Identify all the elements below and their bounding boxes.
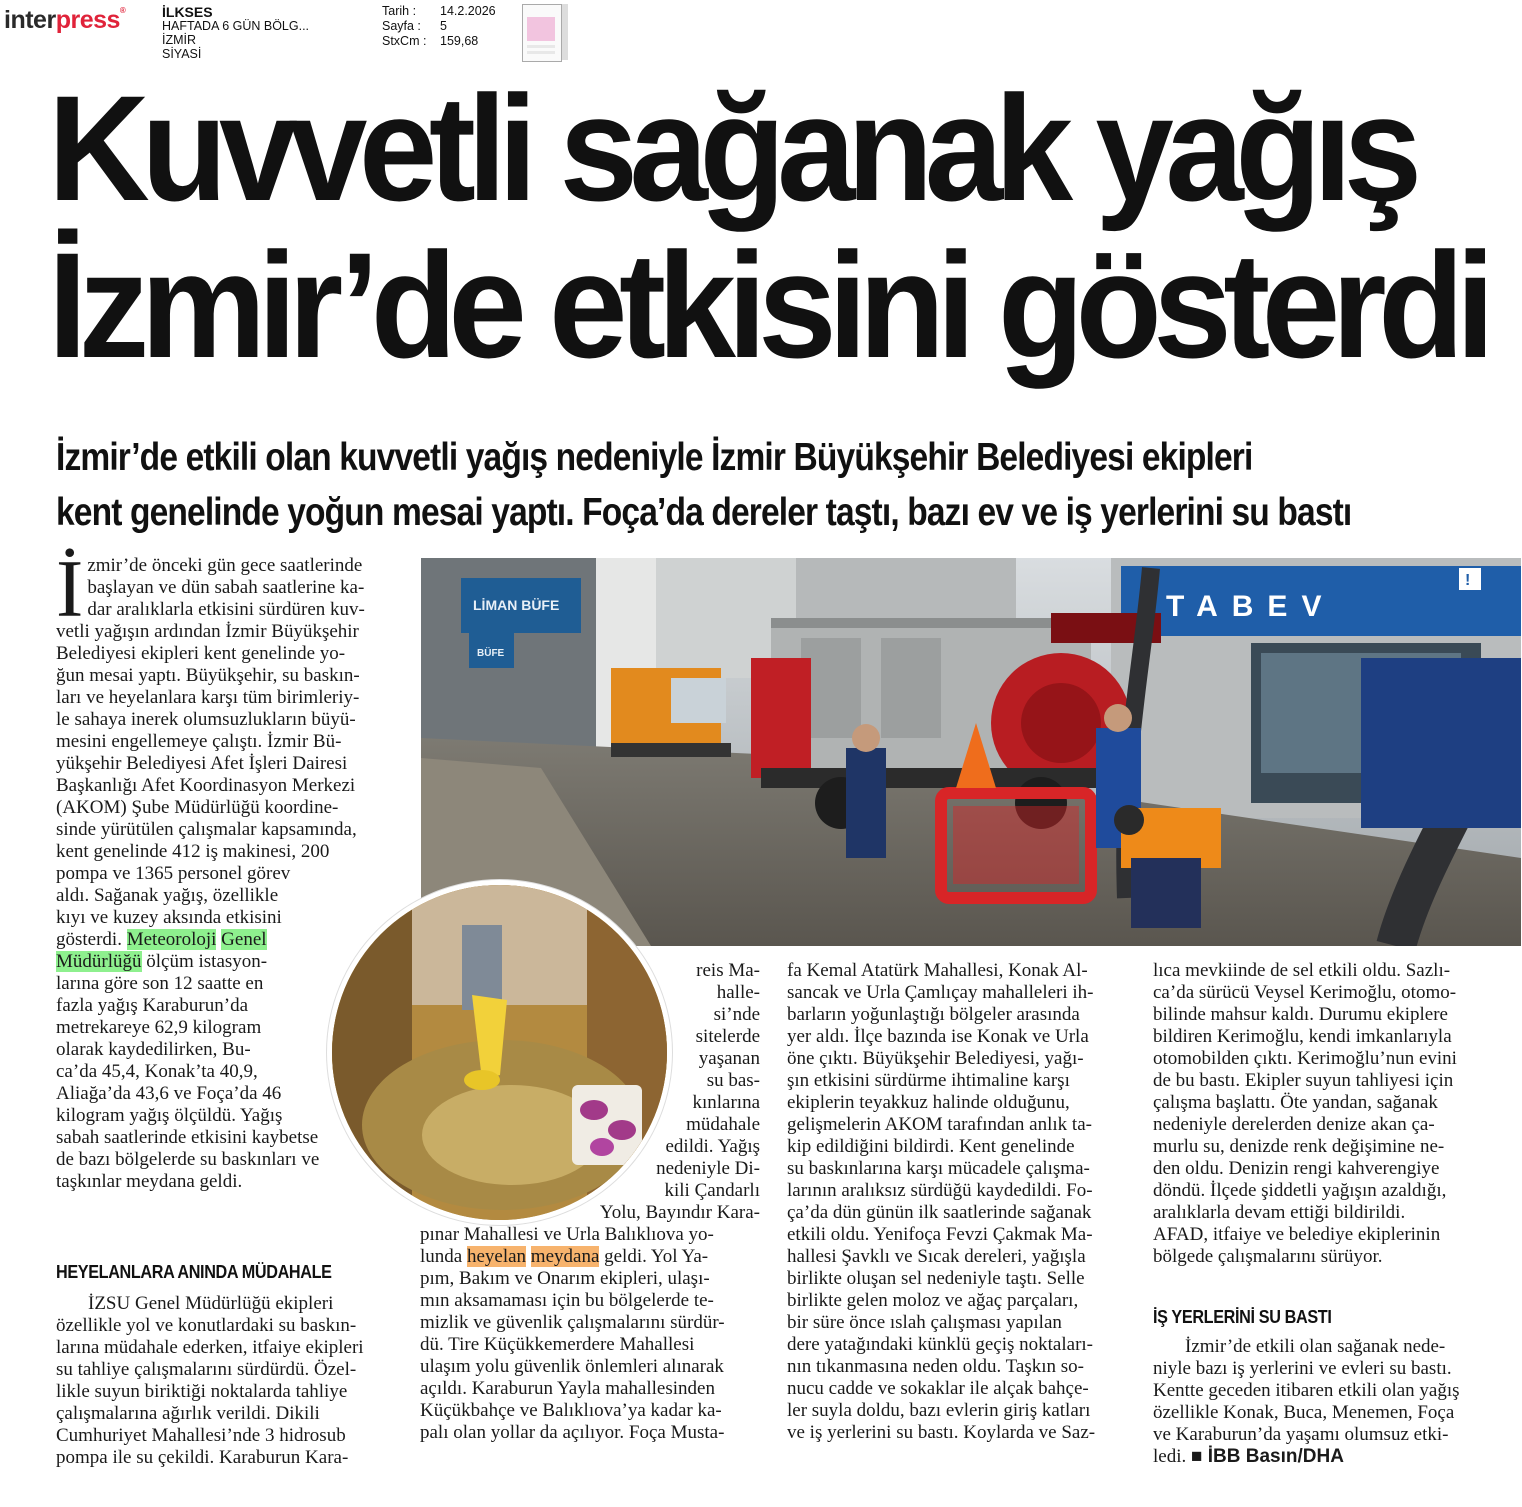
text-line: mesini engellemeye çalıştı. İzmir Bü- (56, 731, 342, 752)
page-label: Sayfa : (382, 19, 421, 33)
text-line: çalışmalarına ağırlık verildi. Dikili (56, 1403, 320, 1424)
column-4 (1153, 960, 1498, 1268)
text-line: (AKOM) Şube Müdürlüğü koordine- (56, 797, 339, 818)
sign-right-text: TABEV (1166, 590, 1336, 623)
text-line: kınlarına (692, 1092, 760, 1113)
deck-line-1: İzmir’de etkili olan kuvvetli yağış nedeniyle İzmir Büyükşehir Belediyesi ekipleri (56, 436, 1253, 479)
text-line: açıldı. Karaburun Yayla mahallesinden (420, 1378, 715, 1399)
text-line: yaşanan (698, 1048, 760, 1069)
stxcm-label: StxCm : (382, 34, 427, 48)
text-line: özellikle yol ve konutlardaki su baskın- (56, 1315, 357, 1336)
text-line: fa Kemal Atatürk Mahallesi, Konak Al- (787, 960, 1088, 981)
column-4-last-line: ledi. ■ İBB Basın/DHA (1153, 1446, 1344, 1467)
headline (48, 64, 1487, 389)
text-line: fazla yağış Karaburun’da (56, 995, 249, 1016)
text-line: le sahaya inerek olumsuzlukların büyü- (56, 709, 356, 730)
text-line: müdahale (686, 1114, 760, 1135)
column-2-body-2 (420, 1268, 760, 1444)
text-line: etkili oldu. Yenifoça Fevzi Çakmak Ma- (787, 1224, 1093, 1245)
highlight-meydana: meydana (530, 1246, 600, 1267)
text-line: hallesi Şavklı ve Sıcak dereleri, yağışla (787, 1246, 1086, 1267)
text-line: ve Karaburun’da yaşamı olumsuz etki- (1153, 1424, 1449, 1445)
text-line: zmir’de önceki gün gece saatlerinde (87, 555, 363, 576)
text-line: nedeniyle derelerden denize akan ça- (1153, 1114, 1435, 1135)
text-line: Belediyesi ekipleri kent genelinde yo- (56, 643, 346, 664)
text-line: nucu cadde ve sokaklar ile alçak bahçe- (787, 1378, 1089, 1399)
text-line: bölgede çalışmalarını sürüyor. (1153, 1246, 1383, 1267)
publication-frequency: HAFTADA 6 GÜN BÖLG... (162, 19, 310, 33)
column-2 (420, 960, 760, 1444)
page-thumbnail[interactable] (522, 4, 562, 62)
publication-info (162, 5, 309, 61)
highlight-genel: Genel (221, 929, 267, 950)
text-line: de bazı bölgelerde su baskınları ve (56, 1149, 320, 1170)
street-crew-illustration (421, 558, 1521, 946)
text-line: nın tıkanmasına neden oldu. Taşkın so- (787, 1356, 1084, 1377)
text-line: yükşehir Belediyesi Afet İşleri Dairesi (56, 753, 348, 774)
text-line: kıyı ve kuzey aksında etkisini (56, 907, 282, 928)
text-line: pınar Mahallesi ve Urla Balıklıova yo- (420, 1224, 714, 1245)
column-4-section-2-text (1153, 1336, 1498, 1446)
highlight-heyelan: heyelan (466, 1246, 527, 1267)
deck (56, 430, 1352, 540)
column-1-section-2 (56, 1293, 401, 1469)
highlight-meteoroloji: Meteoroloji (126, 929, 217, 950)
text-line: aralıklarla devam ettiği bildirildi. (1153, 1202, 1406, 1223)
text-line: su baskınlarına karşı mücadele çalışma- (787, 1158, 1090, 1179)
text-line: ca’da 45,4, Konak’ta 40,9, (56, 1061, 258, 1082)
column-1 (56, 543, 391, 1193)
text-line: nedeniyle Di- (656, 1158, 760, 1179)
text-line: ca’da sürücü Veysel Kerimoğlu, otomo- (1153, 982, 1457, 1003)
text-line: İZSU Genel Müdürlüğü ekipleri (88, 1293, 334, 1314)
text-line: sancak ve Urla Çamlıçay mahalleleri ih- (787, 982, 1094, 1003)
text-line: otomobilden çıktı. Kerimoğlu’nun evini (1153, 1048, 1457, 1069)
main-photo (421, 558, 1521, 946)
text-line: aldı. Sağanak yağış, özellikle (56, 885, 279, 906)
highlight-mudurlugu: Müdürlüğü (56, 951, 142, 972)
page-value: 5 (440, 19, 447, 33)
text-line: Kentte geceden itibaren etkili olan yağış (1153, 1380, 1460, 1401)
text-line: vetli yağışın ardından İzmir Büyükşehir (56, 621, 359, 642)
text-line: kilogram yağış ölçüldü. Yağış (56, 1105, 283, 1126)
text-line: niyle bazı iş yerlerini ve evleri su bastı. (1153, 1358, 1452, 1379)
text-line: olarak kaydedilirken, Bu- (56, 1039, 251, 1060)
publication-name: İLKSES (162, 4, 213, 20)
dropcap: İ (56, 543, 84, 634)
text-line: kili Çandarlı (664, 1180, 760, 1201)
text-line: başlayan ve dün sabah saatlerine ka- (87, 577, 365, 598)
text-line: birlikte oluşan sel nedeniyle taştı. Selle (787, 1268, 1085, 1289)
text-line: murlu su, denizde renk değişimine ne- (1153, 1136, 1445, 1157)
text-line: edildi. Yağış (665, 1136, 760, 1157)
text-line: mizlik ve güvenlik çalışmalarını sürdür- (420, 1312, 725, 1333)
text-line: taşkınlar meydana geldi. (56, 1171, 243, 1192)
text-line: ulaşım yolu güvenlik önlemleri alınarak (420, 1356, 724, 1377)
text-line: Aliağa’da 43,6 ve Foça’da 46 (56, 1083, 282, 1104)
text-line: dü. Tire Küçükkemerdere Mahallesi (420, 1334, 695, 1355)
column-1-body-2 (56, 973, 391, 1193)
text-line: ekiplerin teyakkuz halinde olduğunu, (787, 1092, 1070, 1113)
text-line: palı olan yollar da açılıyor. Foça Musta- (420, 1422, 725, 1443)
text-line: kip edildiğini bildirdi. Kent genelinde (787, 1136, 1075, 1157)
subhead-heyelan: HEYELANLARA ANINDA MÜDAHALE (56, 1262, 332, 1282)
sign-left-text: LİMAN BÜFE (473, 597, 560, 613)
text-line: İzmir’de etkili olan sağanak nede- (1185, 1336, 1446, 1357)
text-line: çalışma başlattı. Öte yandan, sağanak (1153, 1092, 1438, 1113)
text-line: sabah saatlerinde etkisini kaybetse (56, 1127, 319, 1148)
text-line: su bas- (706, 1070, 760, 1091)
column-3 (787, 960, 1132, 1444)
column-1-highlight-line-2: Müdürlüğü ölçüm istasyon- (56, 951, 268, 972)
clipping-details (382, 4, 496, 49)
column-4-body (1153, 960, 1498, 1268)
text-line: likle suyun biriktiği noktalarda tahliye (56, 1381, 348, 1402)
text-line: su tahliye çalışmalarını sürdürdü. Özel- (56, 1359, 357, 1380)
text-line: Başkanlığı Afet Koordinasyon Merkezi (56, 775, 356, 796)
column-3-body (787, 960, 1132, 1444)
page-thumbnail-edge (562, 4, 568, 60)
text-line: bilinde mahsur kaldı. Durumu ekiplere (1153, 1004, 1448, 1025)
text-line: metrekareye 62,9 kilogram (56, 1017, 262, 1038)
text-line: larına göre son 12 saatte en (56, 973, 264, 994)
text-line: si’nde (713, 1004, 760, 1025)
text-line: öne çıktı. Büyükşehir Belediyesi, yağı- (787, 1048, 1084, 1069)
text-line: döndü. İlçede şiddetli yağışın azaldığı, (1153, 1180, 1447, 1201)
text-line: pompa ve 1365 personel görev (56, 863, 291, 884)
text-line: ler suyla doldu, bazı evlerin giriş katları (787, 1400, 1091, 1421)
text-line: yer aldı. İlçe bazında ise Konak ve Urla (787, 1026, 1089, 1047)
column-2-body (420, 960, 760, 1246)
interpress-logo: interpress® (4, 6, 126, 34)
text-line: de bu bastı. Ekipler suyun tahliyesi için (1153, 1070, 1454, 1091)
text-line: ve iş yerlerini su bastı. Koylarda ve Saz- (787, 1422, 1096, 1443)
text-line: ları ve heyelanlara karşı tüm birimleriy- (56, 687, 360, 708)
text-line: özellikle Konak, Buca, Menemen, Foça (1153, 1402, 1455, 1423)
text-line: AFAD, itfaiye ve belediye ekiplerinin (1153, 1224, 1441, 1245)
publication-section: SİYASİ (162, 47, 202, 61)
text-line: dar aralıklarla etkisini sürdüren kuv- (87, 599, 365, 620)
headline-line-1: Kuvvetli sağanak yağış (48, 64, 1414, 232)
headline-line-2: İzmir’de etkisini gösterdi (48, 221, 1487, 389)
date-value: 14.2.2026 (440, 4, 496, 18)
sign-left-text-2: BÜFE (477, 648, 505, 659)
photo-badge-text: ! (1465, 572, 1471, 589)
text-line: pım, Bakım ve Onarım ekipleri, ulaşı- (420, 1268, 710, 1289)
stxcm-value: 159,68 (440, 34, 479, 48)
text-line: ça’da dün günün ilk saatlerinde sağanak (787, 1202, 1092, 1223)
text-line: şın etkisini sürdürme ihtimaline karşı (787, 1070, 1070, 1091)
date-label: Tarih : (382, 4, 417, 18)
text-line: bir süre önce ıslah çalışması yapılan (787, 1312, 1062, 1333)
column-1-body (56, 621, 391, 929)
text-line: larının aralıksız sürdüğü kaydedildi. Fo- (787, 1180, 1093, 1201)
subhead-is-yerleri: İŞ YERLERİNİ SU BASTI (1153, 1307, 1332, 1327)
text-line: den oldu. Denizin rengi kahverengiye (1153, 1158, 1440, 1179)
byline: ■ İBB Basın/DHA (1191, 1446, 1344, 1467)
text-line: bildiren Kerimoğlu, kendi imkanlarıyla (1153, 1026, 1452, 1047)
text-line: ğun mesai yaptı. Büyükşehir, su baskın- (56, 665, 360, 686)
text-line: pompa ile su çekildi. Karaburun Kara- (56, 1447, 349, 1468)
column-2-highlight-line: lunda heyelan meydana geldi. Yol Ya- (420, 1246, 709, 1267)
column-1-section-2-text (56, 1293, 401, 1469)
column-1-highlight-line: gösterdi. Meteoroloji Genel (56, 929, 267, 950)
text-line: Yolu, Bayındır Kara- (599, 1202, 760, 1223)
text-line: dere yatağındaki künklü geçiş noktaları- (787, 1334, 1094, 1355)
text-line: reis Ma- (696, 960, 760, 981)
text-line: barların yoğunlaştığı bölgeler arasında (787, 1004, 1080, 1025)
text-line: lıca mevkiinde de sel etkili oldu. Sazlı- (1153, 960, 1451, 981)
text-line: Cumhuriyet Mahallesi’nde 3 hidrosub (56, 1425, 346, 1446)
publication-city: İZMİR (162, 33, 197, 47)
text-line: gelişmelerin AKOM tarafından anlık ta- (787, 1114, 1092, 1135)
deck-line-2: kent genelinde yoğun mesai yaptı. Foça’da dereler taştı, bazı ev ve iş yerlerini su bastı (56, 491, 1352, 534)
column-4-section-2 (1153, 1336, 1498, 1468)
text-line: mın aksamaması için bu bölgelerde te- (420, 1290, 714, 1311)
text-line: birlikte gelen moloz ve ağaç parçaları, (787, 1290, 1079, 1311)
text-line: halle- (716, 982, 760, 1003)
text-line: Küçükbahçe ve Balıklıova’ya kadar ka- (420, 1400, 722, 1421)
text-line: larına müdahale ederken, itfaiye ekipleri (56, 1337, 364, 1358)
text-line: sitelerde (695, 1026, 760, 1047)
text-line: sinde yürütülen çalışmalar kapsamında, (56, 819, 357, 840)
text-line: kent genelinde 412 iş makinesi, 200 (56, 841, 330, 862)
